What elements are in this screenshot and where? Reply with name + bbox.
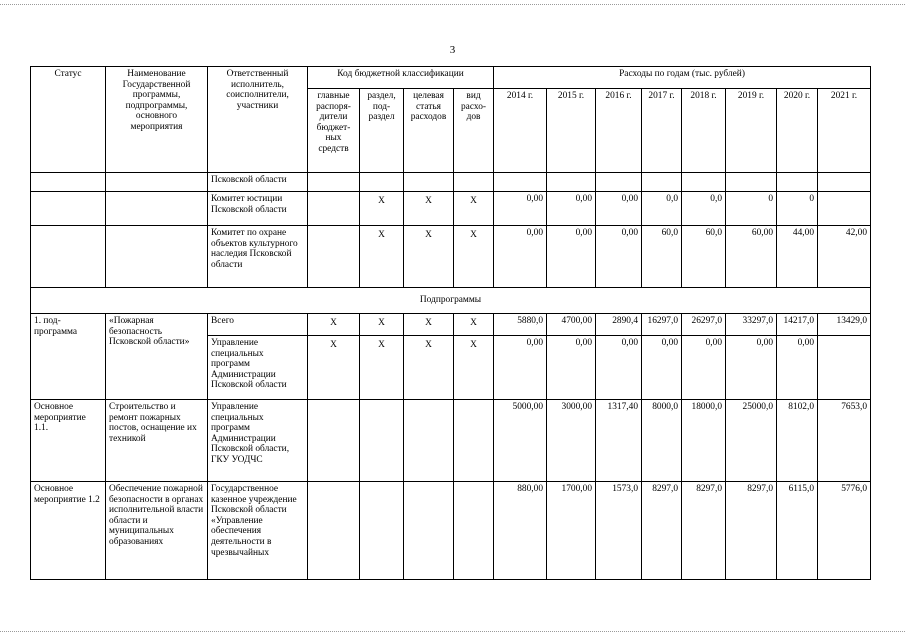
cell-target: X [404,336,454,400]
cell-status [31,226,106,288]
header-year: 2017 г. [642,89,682,173]
cell-value [777,173,818,192]
cell-value [642,173,682,192]
cell-value: 26297,0 [682,314,726,336]
cell-value: 44,00 [777,226,818,288]
cell-value: 5000,00 [494,400,547,482]
header-status: Статус [31,67,106,173]
cell-value [818,336,871,400]
cell-value: 8000,0 [642,400,682,482]
header-responsible: Ответственный исполнитель, соисполнители, участники [208,67,308,173]
cell-target [404,173,454,192]
cell-type [454,173,494,192]
cell-value: 0,00 [494,226,547,288]
budget-table [30,66,871,580]
cell-value: 0,00 [547,336,596,400]
cell-section [360,400,404,482]
section-band-row [31,288,871,314]
scan-edge-bottom [0,631,905,632]
cell-target [404,400,454,482]
cell-section: X [360,226,404,288]
header-expenses: Расходы по годам (тыс. рублей) [494,67,871,89]
header-target: целевая статья расходов [404,89,454,173]
cell-value: 14217,0 [777,314,818,336]
table-row [31,314,871,336]
cell-type [454,400,494,482]
cell-name: Обеспечение пожарной безопасности в органах исполнительной власти области и муниципальных образованиях [106,482,208,580]
cell-value [818,173,871,192]
header-year: 2018 г. [682,89,726,173]
cell-target [404,482,454,580]
cell-responsible: Государственное казенное учреждение Псковской области «Управление обеспечения деятельности в чрезвычайных [208,482,308,580]
cell-value: 0,0 [682,192,726,226]
cell-type: X [454,226,494,288]
cell-value: 60,0 [642,226,682,288]
cell-value: 13429,0 [818,314,871,336]
cell-value [494,173,547,192]
scan-edge-top [0,4,905,5]
cell-value: 0,00 [596,336,642,400]
header-budget-code: Код бюджетной классификации [308,67,494,89]
cell-responsible: Всего [208,314,308,336]
cell-value: 3000,00 [547,400,596,482]
cell-value: 6115,0 [777,482,818,580]
cell-value: 8297,0 [682,482,726,580]
cell-grbs [308,400,360,482]
header-year: 2020 г. [777,89,818,173]
cell-responsible: Управление специальных программ Администрации Псковской области [208,336,308,400]
cell-value: 0,00 [494,336,547,400]
cell-value: 16297,0 [642,314,682,336]
cell-value: 8297,0 [642,482,682,580]
cell-value [818,192,871,226]
cell-value: 18000,0 [682,400,726,482]
cell-type [454,482,494,580]
cell-target: X [404,226,454,288]
cell-value: 0,00 [777,336,818,400]
cell-name: Строительство и ремонт пожарных постов, оснащение их техникой [106,400,208,482]
cell-section: X [360,314,404,336]
header-type: вид расхо-дов [454,89,494,173]
header-year: 2019 г. [726,89,777,173]
cell-value: 1700,00 [547,482,596,580]
cell-value: 1573,0 [596,482,642,580]
cell-status [31,192,106,226]
cell-target: X [404,314,454,336]
cell-section: X [360,336,404,400]
cell-value: 8102,0 [777,400,818,482]
cell-target: X [404,192,454,226]
cell-value: 60,00 [726,226,777,288]
header-section: раздел, под-раздел [360,89,404,173]
cell-value: 0,00 [596,192,642,226]
cell-name [106,226,208,288]
cell-value: 2890,4 [596,314,642,336]
cell-value: 0,00 [726,336,777,400]
table-row [31,482,871,580]
cell-value: 0,00 [547,226,596,288]
cell-value: 0 [726,192,777,226]
cell-name: «Пожарная безопасность Псковской области» [106,314,208,400]
cell-responsible: Псковской области [208,173,308,192]
cell-value: 880,00 [494,482,547,580]
page-number: 3 [449,44,456,56]
cell-name [106,192,208,226]
cell-responsible: Комитет по охране объектов культурного наследия Псковской области [208,226,308,288]
cell-value: 0 [777,192,818,226]
cell-status: 1. под-программа [31,314,106,400]
cell-responsible: Комитет юстиции Псковской области [208,192,308,226]
cell-section: X [360,192,404,226]
cell-value: 0,00 [494,192,547,226]
header-year: 2015 г. [547,89,596,173]
cell-value: 5880,0 [494,314,547,336]
header-year: 2016 г. [596,89,642,173]
cell-value [682,173,726,192]
cell-value: 5776,0 [818,482,871,580]
cell-grbs [308,226,360,288]
cell-value: 0,0 [642,192,682,226]
header-name: Наименование Государственной программы, подпрограммы, основного мероприятия [106,67,208,173]
cell-value: 42,00 [818,226,871,288]
cell-value: 4700,00 [547,314,596,336]
cell-value: 33297,0 [726,314,777,336]
cell-value: 25000,0 [726,400,777,482]
cell-type: X [454,314,494,336]
cell-value [547,173,596,192]
table-row [31,173,871,192]
cell-responsible: Управление специальных программ Администрации Псковской области, ГКУ УОДЧС [208,400,308,482]
table-row [31,192,871,226]
cell-grbs: X [308,314,360,336]
cell-value: 0,00 [642,336,682,400]
table-row [31,226,871,288]
section-band-subprograms: Подпрограммы [31,288,871,314]
cell-grbs [308,192,360,226]
cell-section [360,482,404,580]
cell-grbs [308,173,360,192]
cell-value [726,173,777,192]
cell-value: 8297,0 [726,482,777,580]
table-row [31,400,871,482]
header-year: 2021 г. [818,89,871,173]
cell-status [31,173,106,192]
cell-value: 7653,0 [818,400,871,482]
cell-section [360,173,404,192]
cell-status: Основное мероприятие 1.1. [31,400,106,482]
cell-value: 0,00 [682,336,726,400]
cell-type: X [454,336,494,400]
cell-value: 1317,40 [596,400,642,482]
header-year: 2014 г. [494,89,547,173]
cell-status: Основное мероприятие 1.2 [31,482,106,580]
cell-value [596,173,642,192]
cell-name [106,173,208,192]
cell-value: 0,00 [547,192,596,226]
cell-grbs: X [308,336,360,400]
header-row-1 [31,67,871,89]
cell-grbs [308,482,360,580]
header-grbs: главные распоря-дители бюджет-ных средств [308,89,360,173]
cell-value: 0,00 [596,226,642,288]
cell-type: X [454,192,494,226]
cell-value: 60,0 [682,226,726,288]
